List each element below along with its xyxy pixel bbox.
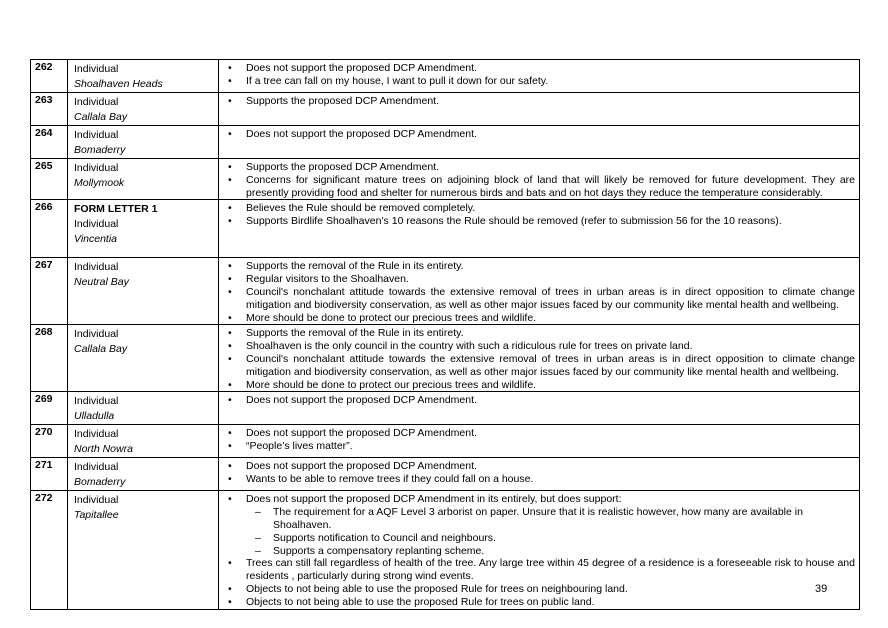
comment-item: • Regular visitors to the Shoalhaven. xyxy=(223,273,855,286)
comment-item: • Does not support the proposed DCP Amendment. xyxy=(223,394,855,407)
submission-number: 272 xyxy=(31,491,68,609)
submission-number: 262 xyxy=(31,60,68,93)
submitter-type: Individual xyxy=(74,63,119,75)
submitter-type: Individual xyxy=(74,494,119,507)
submitter-location: Mollymook xyxy=(74,177,125,189)
comment-item: • Supports the proposed DCP Amendment. xyxy=(223,95,855,108)
comment-item: • Supports Birdlife Shoalhaven’s 10 reasons the Rule should be removed (refer to submission 56 for the 10 reasons). xyxy=(223,215,855,228)
comment-item: • More should be done to protect our precious trees and wildlife. xyxy=(223,379,855,392)
page-number: 39 xyxy=(815,583,828,595)
comments-cell xyxy=(219,200,860,258)
comment-list xyxy=(223,161,855,199)
submission-number: 265 xyxy=(31,159,68,200)
comments-cell xyxy=(219,159,860,200)
comment-subitem: – Supports a compensatory replanting scheme. xyxy=(223,545,855,558)
comment-item: • Does not support the proposed DCP Amendment. xyxy=(223,62,855,75)
comment-item: • Does not support the proposed DCP Amendment. xyxy=(223,427,855,440)
form-letter-label: FORM LETTER 1 xyxy=(74,203,158,216)
submission-row xyxy=(31,159,860,200)
comment-item: • Trees can still fall regardless of health of the tree. Any large tree within 45 degree of a residence is a foreseeable risk to house and residents , particularly during strong wind events. xyxy=(223,557,855,583)
submitter-location: Callala Bay xyxy=(74,111,128,123)
submitter-type: Individual xyxy=(74,96,119,108)
submitter-type: Individual xyxy=(74,129,119,141)
comment-item: • Supports the proposed DCP Amendment. xyxy=(223,161,855,174)
comment-item: • More should be done to protect our precious trees and wildlife. xyxy=(223,312,855,325)
comment-list xyxy=(223,260,855,324)
submitter-type: Individual xyxy=(74,461,119,474)
submission-row xyxy=(31,392,860,425)
comment-item: • Does not support the proposed DCP Amendment. xyxy=(223,460,855,473)
comment-item: • Supports the removal of the Rule in its entirety. xyxy=(223,260,855,273)
comment-item: • Council's nonchalant attitude towards the extensive removal of trees in urban areas is in direct opposition to climate change mitigation and biodiversity conservation, as well as other major issues faced by our community like mental health and wellbeing. xyxy=(223,353,855,379)
submitter-cell xyxy=(68,60,219,93)
comment-list xyxy=(223,327,855,391)
submissions-table-page xyxy=(30,59,860,610)
comment-item: • Objects to not being able to use the proposed Rule for trees on neighbouring land. xyxy=(223,583,855,596)
submitter-cell xyxy=(68,93,219,126)
comment-item: • Concerns for significant mature trees on adjoining block of land that will likely be removed for future development. They are presently providing food and shelter for numerous birds and bats and on hot days they reduce the temperature considerably. xyxy=(223,174,855,200)
submission-row xyxy=(31,491,860,609)
comments-cell xyxy=(219,126,860,159)
submission-number: 270 xyxy=(31,425,68,458)
submitter-type: Individual xyxy=(74,261,119,274)
submission-number: 268 xyxy=(31,325,68,392)
comment-item: • Does not support the proposed DCP Amendment in its entirely, but does support: xyxy=(223,493,855,506)
submission-number: 271 xyxy=(31,458,68,491)
comment-subitem: – Supports notification to Council and neighbours. xyxy=(223,532,855,545)
comment-list xyxy=(223,493,855,608)
comment-list xyxy=(223,394,855,407)
comments-cell xyxy=(219,458,860,491)
submitter-cell xyxy=(68,258,219,325)
submitter-cell xyxy=(68,491,219,609)
submitter-type: Individual xyxy=(74,162,119,174)
submitter-location: Bomaderry xyxy=(74,476,126,489)
submission-number: 263 xyxy=(31,93,68,126)
submitter-location: Neutral Bay xyxy=(74,276,129,289)
submission-row xyxy=(31,458,860,491)
submission-number: 267 xyxy=(31,258,68,325)
comments-cell xyxy=(219,491,860,609)
submission-row xyxy=(31,258,860,325)
submission-number: 266 xyxy=(31,200,68,258)
submission-row xyxy=(31,126,860,159)
comments-cell xyxy=(219,425,860,458)
submitter-location: Ulladulla xyxy=(74,410,115,423)
comment-list xyxy=(223,128,855,141)
comment-list xyxy=(223,62,855,88)
comments-cell xyxy=(219,93,860,126)
comment-item: • If a tree can fall on my house, I want to pull it down for our safety. xyxy=(223,75,855,88)
submission-row xyxy=(31,60,860,93)
submitter-location: Shoalhaven Heads xyxy=(74,78,163,90)
submission-row xyxy=(31,425,860,458)
comment-subitem: – The requirement for a AQF Level 3 arborist on paper. Unsure that it is realistic however, how many are available in Shoalhaven. xyxy=(223,506,855,532)
comment-item: • Does not support the proposed DCP Amendment. xyxy=(223,128,855,141)
submitter-type: Individual xyxy=(74,218,119,231)
comment-item: • Supports the removal of the Rule in its entirety. xyxy=(223,327,855,340)
comment-list xyxy=(223,202,855,228)
submission-number: 269 xyxy=(31,392,68,425)
submitter-type: Individual xyxy=(74,328,119,341)
comment-list xyxy=(223,427,855,453)
comment-item: • Objects to not being able to use the proposed Rule for trees on public land. xyxy=(223,596,855,609)
submission-row xyxy=(31,325,860,392)
submitter-location: Tapitallee xyxy=(74,509,119,522)
comments-cell xyxy=(219,258,860,325)
submitter-type: Individual xyxy=(74,395,119,408)
submission-row xyxy=(31,200,860,258)
comment-item: • Wants to be able to remove trees if they could fall on a house. xyxy=(223,473,855,486)
comment-item: • Shoalhaven is the only council in the country with such a ridiculous rule for trees on private land. xyxy=(223,340,855,353)
submitter-cell xyxy=(68,200,219,258)
submissions-table-body xyxy=(31,60,860,610)
comment-item: • Council's nonchalant attitude towards the extensive removal of trees in urban areas is in direct opposition to climate change mitigation and biodiversity conservation, as well as other major issues faced by our community like mental health and wellbeing. xyxy=(223,286,855,312)
comments-cell xyxy=(219,60,860,93)
comments-cell xyxy=(219,325,860,392)
submitter-cell xyxy=(68,126,219,159)
comment-item: • “People’s lives matter”. xyxy=(223,440,855,453)
submitter-location: Bomaderry xyxy=(74,144,126,156)
submitter-type: Individual xyxy=(74,428,119,441)
comment-list xyxy=(223,460,855,486)
submissions-table xyxy=(30,59,860,610)
submitter-cell xyxy=(68,159,219,200)
submitter-cell xyxy=(68,458,219,491)
submitter-cell xyxy=(68,425,219,458)
submitter-location: North Nowra xyxy=(74,443,133,456)
submitter-location: Vincentia xyxy=(74,233,118,246)
comments-cell xyxy=(219,392,860,425)
submitter-cell xyxy=(68,325,219,392)
submission-row xyxy=(31,93,860,126)
comment-item: • Believes the Rule should be removed completely. xyxy=(223,202,855,215)
submission-number: 264 xyxy=(31,126,68,159)
submitter-location: Callala Bay xyxy=(74,343,128,356)
submitter-cell xyxy=(68,392,219,425)
comment-list xyxy=(223,95,855,108)
